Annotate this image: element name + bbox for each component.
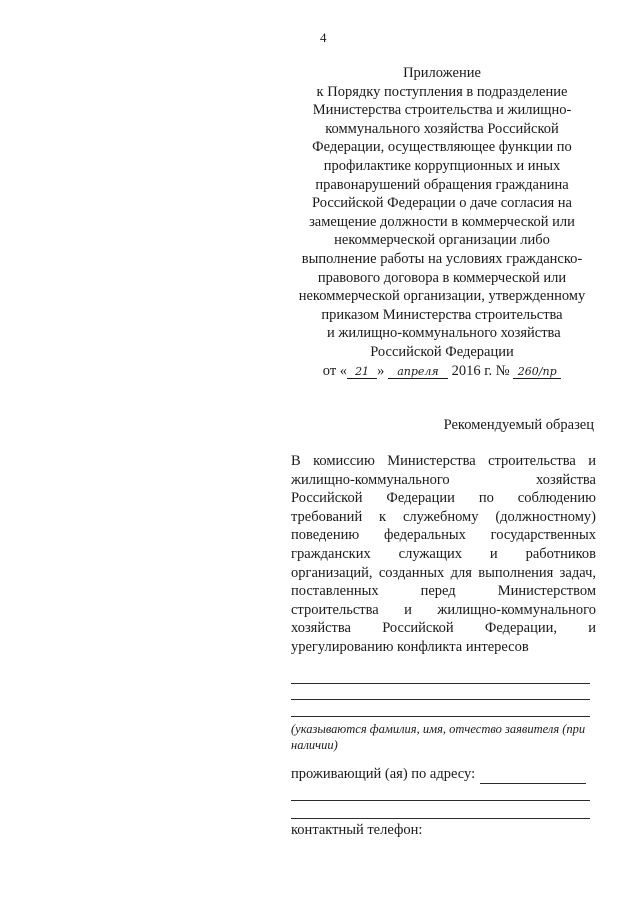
appendix-line: Российской Федерации	[370, 343, 514, 360]
applicant-name-line-3[interactable]	[291, 716, 590, 717]
order-date-line	[282, 362, 602, 381]
addressee-line: поставленных перед Министерством	[291, 583, 596, 600]
appendix-line: Федерации, осуществляющее функции по	[312, 139, 572, 156]
appendix-line: некоммерческой организации, утвержденному	[298, 288, 586, 305]
addressee-line: требований к служебному (должностному)	[291, 508, 596, 525]
addressee-line: хозяйства Российской Федерации, и	[291, 620, 596, 637]
appendix-line: к Порядку поступления в подразделение	[316, 83, 568, 100]
addressee-line: гражданских служащих и работников	[291, 545, 596, 562]
appendix-header	[282, 64, 602, 380]
date-month-handwritten: апреля	[388, 366, 448, 379]
addressee-line: урегулированию конфликта интересов	[291, 638, 529, 655]
date-mid: »	[377, 362, 385, 379]
appendix-line: Министерства строительства и жилищно-	[312, 102, 572, 119]
appendix-line: выполнение работы на условиях гражданско-	[301, 250, 583, 267]
addressee-line: жилищно-коммунального хозяйства	[291, 471, 596, 488]
page-number: 4	[320, 30, 327, 45]
appendix-line: профилактике коррупционных и иных	[323, 157, 561, 174]
address-line-2[interactable]	[291, 800, 590, 801]
address-line-3[interactable]	[291, 818, 590, 819]
appendix-line: правонарушений обращения гражданина	[315, 176, 569, 193]
sample-label: Рекомендуемый образец	[443, 417, 594, 433]
addressee-block	[291, 452, 596, 657]
date-prefix: от «	[322, 362, 348, 379]
date-day-handwritten: 21	[347, 366, 377, 379]
appendix-line: замещение должности в коммерческой или	[309, 213, 575, 230]
address-field-line[interactable]	[480, 783, 586, 784]
appendix-line: некоммерческой организации либо	[334, 232, 550, 249]
addressee-line: организаций, созданных для выполнения задач,	[291, 564, 596, 581]
appendix-line: Российской Федерации о даче согласия на	[312, 195, 572, 212]
addressee-line: строительства и жилищно-коммунального	[291, 601, 596, 618]
addressee-line: Российской Федерации по соблюдению	[291, 490, 596, 507]
appendix-line: правового договора в коммерческой или	[317, 269, 567, 286]
appendix-line: Приложение	[403, 65, 481, 81]
applicant-name-note: (указываются фамилия, имя, отчество заявителя (при наличии)	[291, 722, 586, 752]
addressee-line: поведению федеральных государственных	[291, 527, 596, 544]
order-number-handwritten: 260/пр	[513, 366, 561, 379]
appendix-line: коммунального хозяйства Российской	[325, 120, 559, 137]
appendix-line: приказом Министерства строительства	[321, 306, 563, 323]
applicant-name-line-1[interactable]	[291, 683, 590, 684]
date-year: 2016 г. №	[451, 362, 510, 379]
addressee-line: В комиссию Министерства строительства и	[291, 453, 596, 469]
appendix-line: и жилищно-коммунального хозяйства	[323, 325, 561, 342]
address-label: проживающий (ая) по адресу:	[291, 766, 476, 782]
phone-label: контактный телефон:	[291, 822, 423, 838]
applicant-name-line-2[interactable]	[291, 699, 590, 700]
